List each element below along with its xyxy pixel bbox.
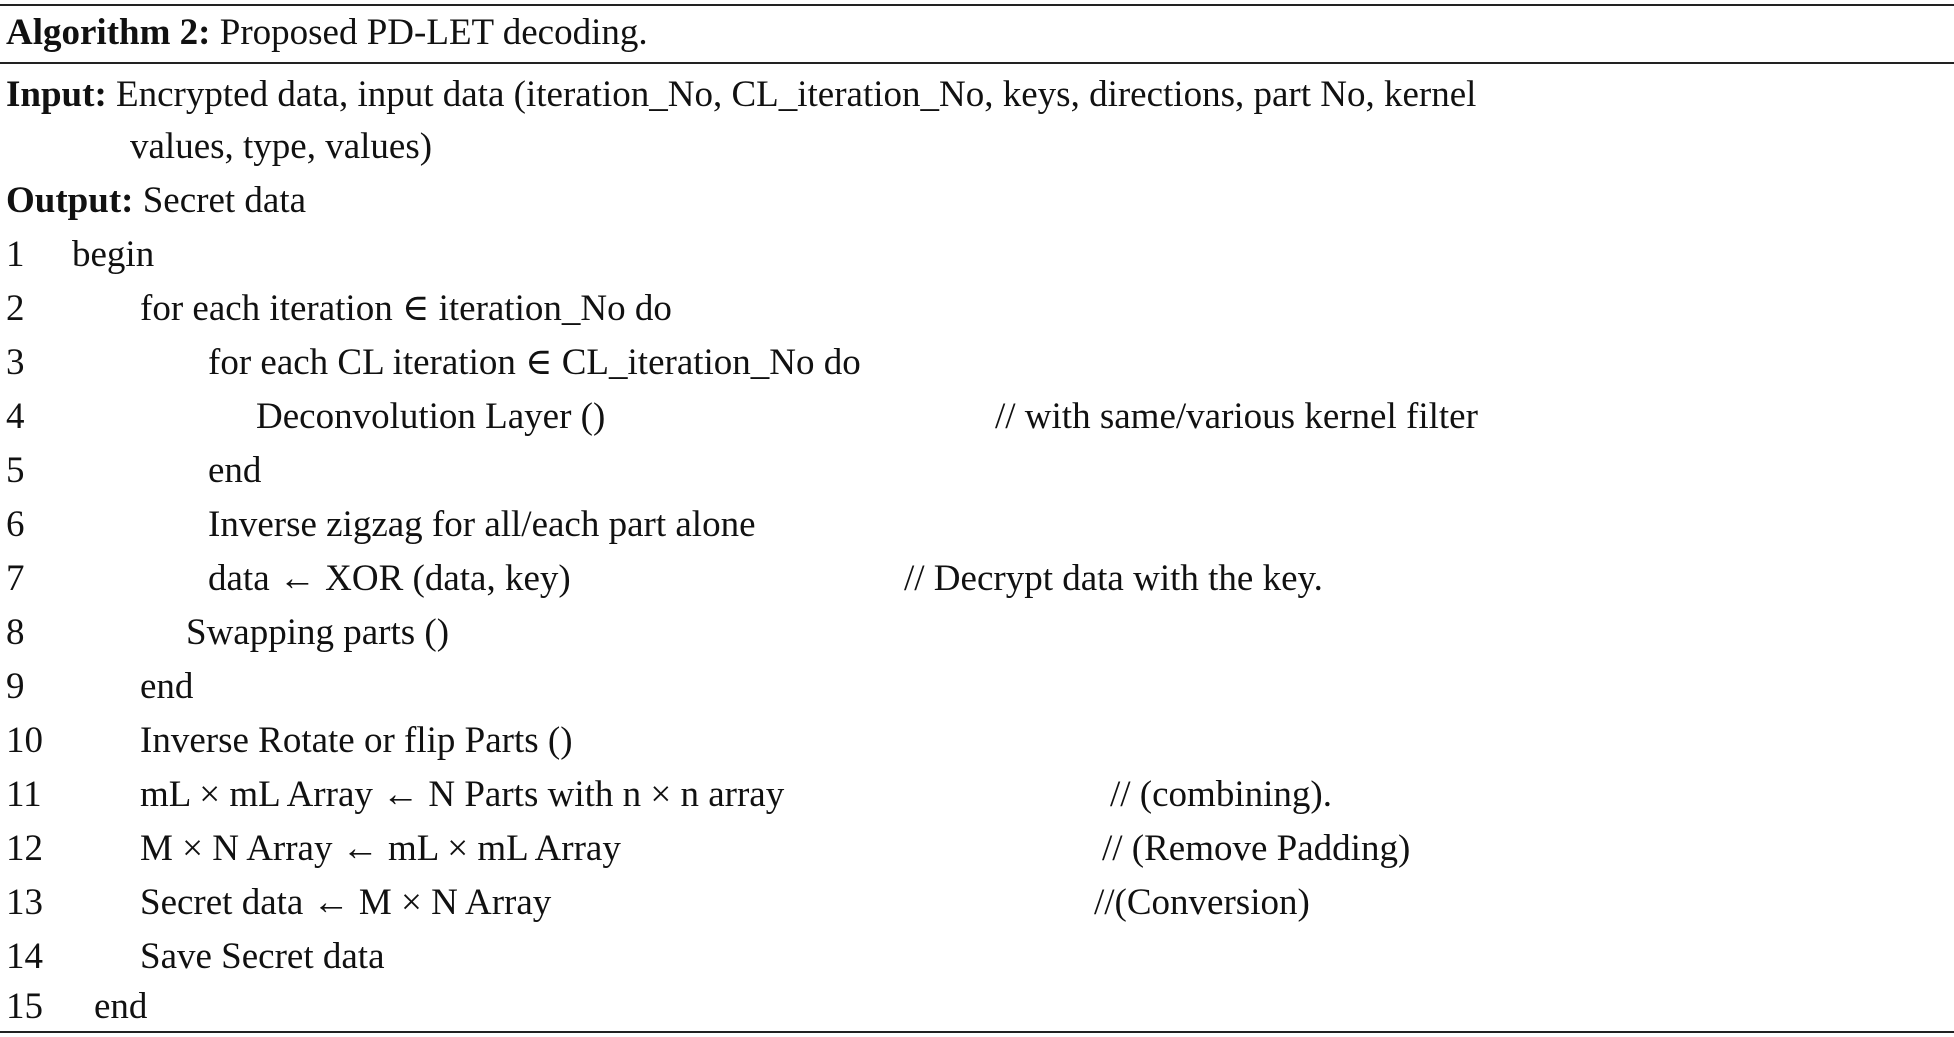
line-code: begin bbox=[72, 234, 155, 275]
output-text: Secret data bbox=[142, 180, 307, 221]
line-number: 4 bbox=[6, 396, 25, 437]
caption-rule bbox=[0, 62, 1954, 64]
line-code: Deconvolution Layer () bbox=[256, 396, 606, 437]
line-code: for each iteration ∈ iteration_No do bbox=[140, 288, 672, 329]
output-label: Output: bbox=[6, 180, 134, 221]
line-code: Save Secret data bbox=[140, 936, 385, 977]
input-text-line2: values, type, values) bbox=[130, 126, 433, 167]
line-number: 12 bbox=[6, 828, 43, 869]
line-number: 3 bbox=[6, 342, 25, 383]
line-number: 7 bbox=[6, 558, 25, 599]
line-number: 6 bbox=[6, 504, 25, 545]
line-number: 8 bbox=[6, 612, 25, 653]
line-code: end bbox=[208, 450, 262, 491]
line-number: 1 bbox=[6, 234, 25, 275]
line-comment: // (combining). bbox=[1110, 774, 1332, 815]
algorithm-caption bbox=[6, 10, 648, 56]
caption-label: Algorithm 2: bbox=[6, 12, 211, 53]
line-comment: // Decrypt data with the key. bbox=[904, 558, 1323, 599]
line-comment: // (Remove Padding) bbox=[1102, 828, 1411, 869]
line-number: 9 bbox=[6, 666, 25, 707]
line-number: 14 bbox=[6, 936, 43, 977]
line-number: 5 bbox=[6, 450, 25, 491]
input-label: Input: bbox=[6, 74, 107, 115]
caption-text: Proposed PD-LET decoding. bbox=[219, 12, 648, 53]
line-comment: //(Conversion) bbox=[1094, 882, 1310, 923]
top-rule bbox=[0, 4, 1954, 6]
line-number: 2 bbox=[6, 288, 25, 329]
line-comment: // with same/various kernel filter bbox=[995, 396, 1478, 437]
line-number: 11 bbox=[6, 774, 42, 815]
input-continuation bbox=[130, 120, 432, 174]
line-code: Swapping parts () bbox=[186, 612, 450, 653]
line-code: M × N Array ← mL × mL Array bbox=[140, 828, 621, 869]
line-number: 15 bbox=[6, 986, 43, 1027]
line-number: 13 bbox=[6, 882, 43, 923]
line-code: Secret data ← M × N Array bbox=[140, 882, 552, 923]
line-code: Inverse zigzag for all/each part alone bbox=[208, 504, 756, 545]
line-code: data ← XOR (data, key) bbox=[208, 558, 571, 599]
line-code: end bbox=[140, 666, 194, 707]
line-code: for each CL iteration ∈ CL_iteration_No do bbox=[208, 342, 861, 383]
input-text-line1: Encrypted data, input data (iteration_No, CL_iteration_No, keys, directions, part No, kernel bbox=[116, 74, 1477, 115]
line-code: Inverse Rotate or flip Parts () bbox=[140, 720, 573, 761]
output-line bbox=[6, 174, 306, 228]
line-code: end bbox=[94, 986, 148, 1027]
line-number: 10 bbox=[6, 720, 43, 761]
input-line bbox=[6, 68, 1476, 122]
bottom-rule bbox=[0, 1031, 1954, 1033]
line-code: mL × mL Array ← N Parts with n × n array bbox=[140, 774, 785, 815]
